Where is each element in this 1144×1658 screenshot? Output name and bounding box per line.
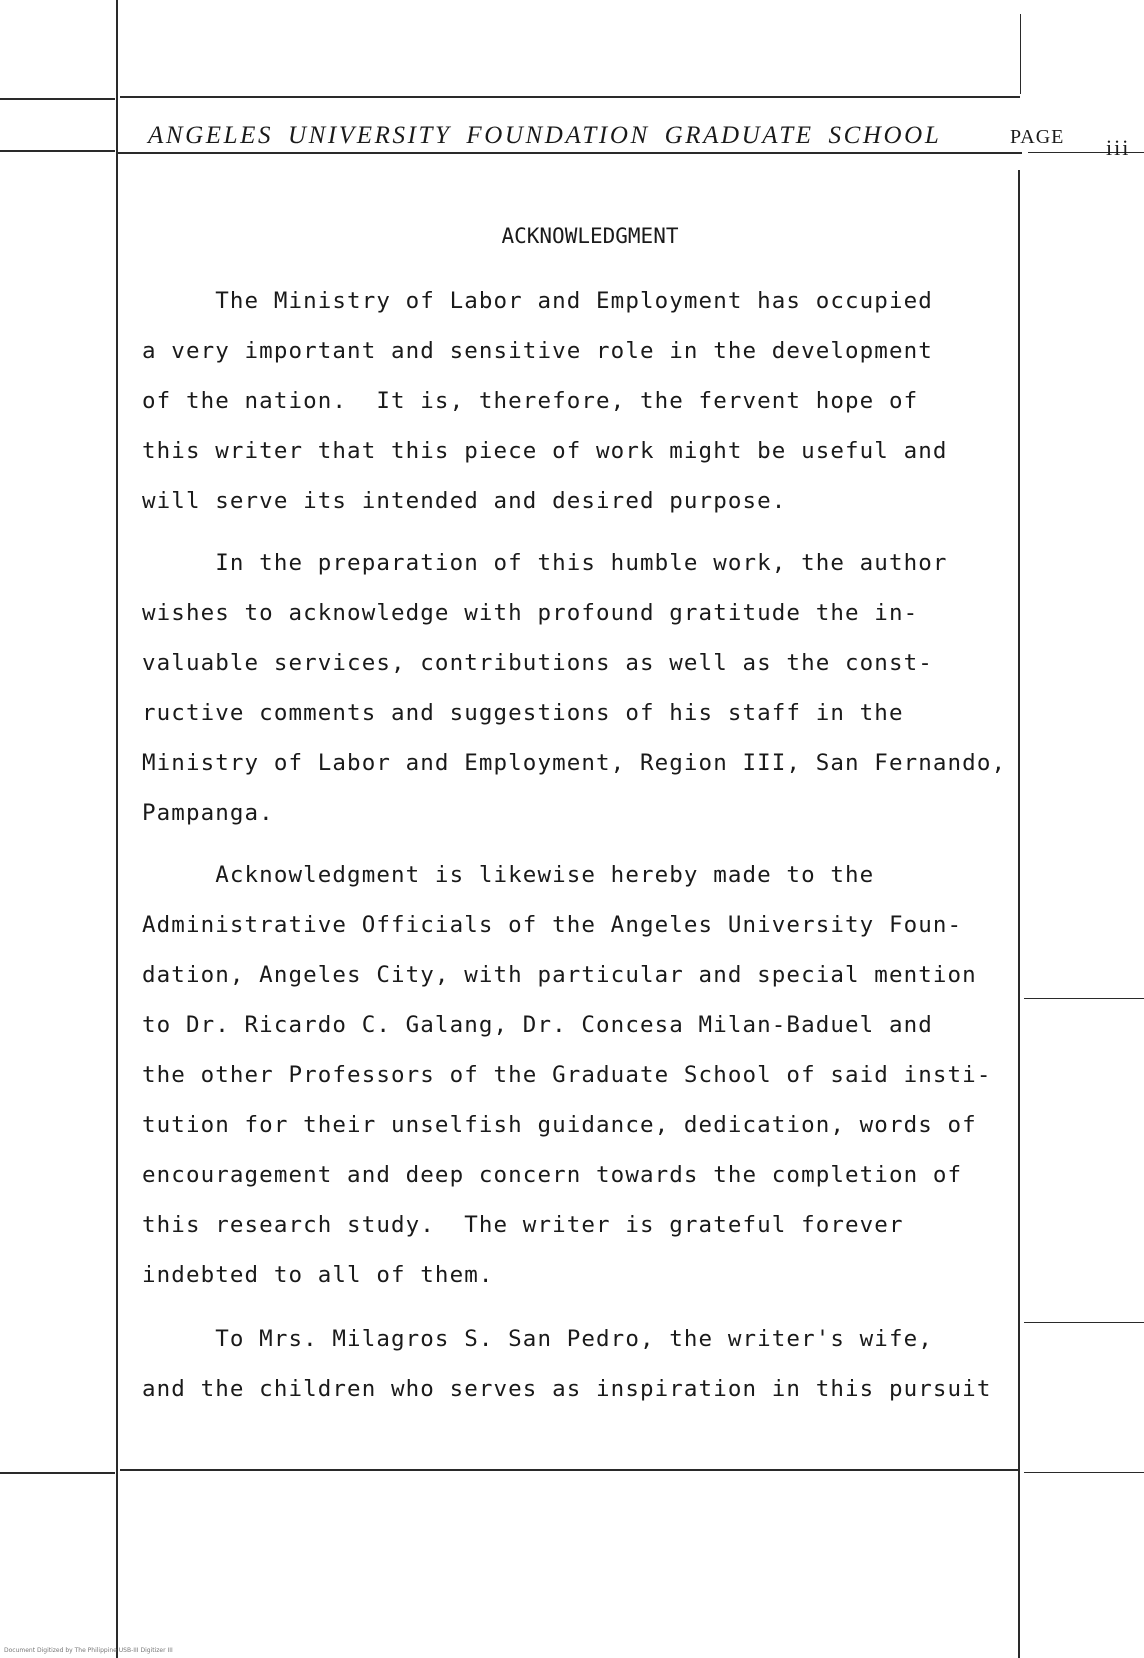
body-line: indebted to all of them. [142,1262,494,1288]
bottom-rule-right [1024,1472,1144,1473]
right-margin-tick-2 [1024,1322,1144,1323]
body-line: Ministry of Labor and Employment, Region III, San Fernando, [142,750,1007,776]
body-line: wishes to acknowledge with profound gratitude the in- [142,600,919,626]
page-number: iii [1106,135,1131,160]
body-line: the other Professors of the Graduate School of said insti- [142,1062,992,1088]
digitization-stamp: Document Digitized by The Philippine USB-III Digitizer III [4,1647,173,1654]
bottom-rule-left [0,1472,115,1474]
page-label: PAGE [1010,126,1065,148]
body-line: tution for their unselfish guidance, dedication, words of [142,1112,977,1138]
right-margin-line [1018,170,1020,1658]
header-underline [118,152,1022,154]
right-margin-line-top [1020,14,1021,94]
bottom-rule-main [120,1469,1020,1471]
body-line: To Mrs. Milagros S. San Pedro, the writer's wife, [142,1326,933,1352]
body-line: will serve its intended and desired purpose. [142,488,787,514]
body-line: encouragement and deep concern towards the completion of [142,1162,963,1188]
section-heading: ACKNOWLEDGMENT [501,224,679,248]
body-line: The Ministry of Labor and Employment has occupied [142,288,933,314]
body-line: Administrative Officials of the Angeles University Foun- [142,912,963,938]
top-rule-main [120,96,1020,98]
header-underline-left [0,150,115,152]
body-line: ructive comments and suggestions of his staff in the [142,700,904,726]
institution-header: ANGELES UNIVERSITY FOUNDATION GRADUATE SCHOOL [148,122,942,149]
body-line: this writer that this piece of work might be useful and [142,438,948,464]
body-line: Acknowledgment is likewise hereby made to the [142,862,875,888]
body-line: valuable services, contributions as well as the const- [142,650,933,676]
body-line: a very important and sensitive role in the development [142,338,933,364]
left-margin-line [116,0,118,1658]
body-line: of the nation. It is, therefore, the fervent hope of [142,388,919,414]
body-line: dation, Angeles City, with particular and special mention [142,962,977,988]
body-line: Pampanga. [142,800,274,826]
body-line: this research study. The writer is grateful forever [142,1212,904,1238]
body-line: and the children who serves as inspiration in this pursuit [142,1376,992,1402]
body-line: to Dr. Ricardo C. Galang, Dr. Concesa Milan-Baduel and [142,1012,933,1038]
right-margin-tick-1 [1024,998,1144,999]
body-line: In the preparation of this humble work, the author [142,550,948,576]
top-rule-left [0,98,115,100]
